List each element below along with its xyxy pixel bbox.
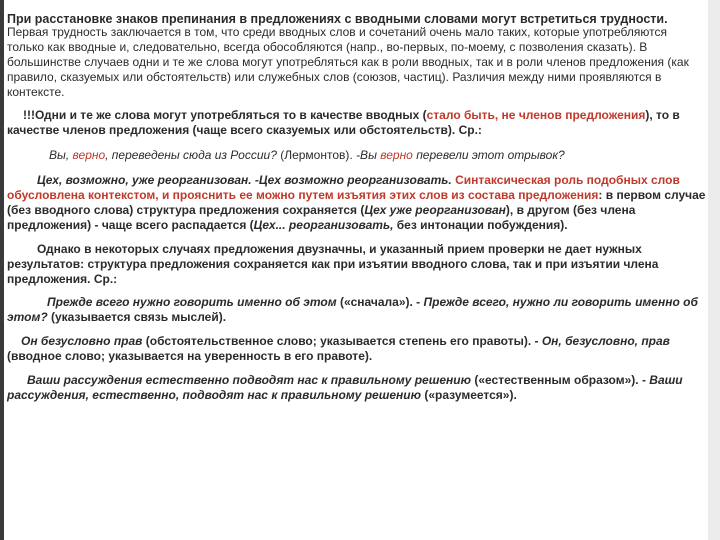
rule-text-highlight: стало быть, не членов предложения <box>426 108 646 122</box>
example-verno-highlight-1: верно <box>72 148 106 162</box>
example-prezhde-b: («сначала»). - <box>336 295 424 309</box>
example-estestvenno-b: («естественным образом»). - <box>471 373 650 387</box>
slide-title: При расстановке знаков препинания в предложениях с вводными словами могут встретиться трудности. <box>7 12 668 26</box>
paragraph-example-prezhde <box>7 295 707 325</box>
rule-text-d: (чаще всего сказуемых или обстоятельств). Ср.: <box>189 123 482 137</box>
example-estestvenno-c: Ваши рассуждения, естественно, подводят нас к правильному решению <box>7 373 683 402</box>
example-verno-g: перевели этот отрывок? <box>412 148 565 162</box>
rule-text-a: !!!Одни и те же слова могут употребляться то в качестве вводных ( <box>23 108 427 122</box>
example-ceh-c: : в первом случае (без вводного слова) структура предложения сохраняется ( <box>7 188 706 217</box>
example-verno-a: Вы, <box>49 148 73 162</box>
paragraph-example-estestvenno <box>7 373 707 403</box>
paragraph-first-difficulty: Первая трудность заключается в том, что среди вводных слов и сочетаний очень мало таких, которые употребляются только как вводные и, следовательно, всегда обособляются (напр., во-первых, по-моему, с позволения сказать). В большинстве случаев одни и те же слова могут употребляться как в роли вводных, так и в роли членов предложения (как правило, сказуемых или обстоятельств) или служебных слов (союзов, частиц). Различия между ними проявляются в контексте. <box>7 25 689 99</box>
left-accent-bar <box>0 0 4 540</box>
example-ceh-d: Цех уже реорганизован <box>364 203 506 217</box>
example-verno-c: , переведены сюда из России? <box>105 148 277 162</box>
example-prezhde-d: (указывается связь мыслей). <box>47 310 227 324</box>
example-bezuslovno-b: (обстоятельственное слово; указывается степень его правоты). - <box>142 334 542 348</box>
paragraph-ambiguous: Однако в некоторых случаях предложения двузначны, и указанный прием проверки не дает нужных результатов: структура предложения сохраняется как при изъятии вводного слова, так и при изъятии члена предложения. Ср.: <box>7 242 659 286</box>
example-ceh-g: без интонации побуждения). <box>393 218 568 232</box>
example-ceh-highlight: Синтаксическая роль подобных слов обусловлена контекстом, и прояснить ее можно путем изъятия этих слов из состава предложения <box>7 173 680 202</box>
example-verno-source: (Лермонтов). <box>276 148 357 162</box>
example-prezhde-a: Прежде всего нужно говорить именно об этом <box>47 295 337 309</box>
example-ceh-f: Цех... реорганизовать, <box>253 218 394 232</box>
slide-content <box>7 14 707 403</box>
example-verno-highlight-2: верно <box>380 148 413 162</box>
example-prezhde-c: Прежде всего, нужно ли говорить именно об этом? <box>7 295 698 324</box>
paragraph-example-bezuslovno <box>7 334 707 364</box>
paragraph-example-ceh <box>7 173 707 233</box>
right-edge-band <box>708 0 720 540</box>
example-estestvenno-a: Ваши рассуждения естественно подводят нас к правильному решению <box>27 373 472 387</box>
example-verno-e: -Вы <box>356 148 381 162</box>
example-bezuslovno-a: Он безусловно прав <box>21 334 143 348</box>
paragraph-rule <box>7 108 707 138</box>
example-bezuslovno-d: (вводное слово; указывается на уверенность в его правоте). <box>7 349 373 363</box>
example-bezuslovno-c: Он, безусловно, прав <box>541 334 670 348</box>
example-ceh-e: ), в другом (без члена предложения) - чаще всего распадается ( <box>7 203 636 232</box>
paragraph-example-verno <box>7 148 707 163</box>
example-estestvenno-d: («разумеется»). <box>421 388 517 402</box>
example-ceh-a: Цех, возможно, уже реорганизован. -Цех возможно реорганизовать. <box>37 173 456 187</box>
rule-text-c: ), то в качестве членов предложения <box>7 108 680 137</box>
